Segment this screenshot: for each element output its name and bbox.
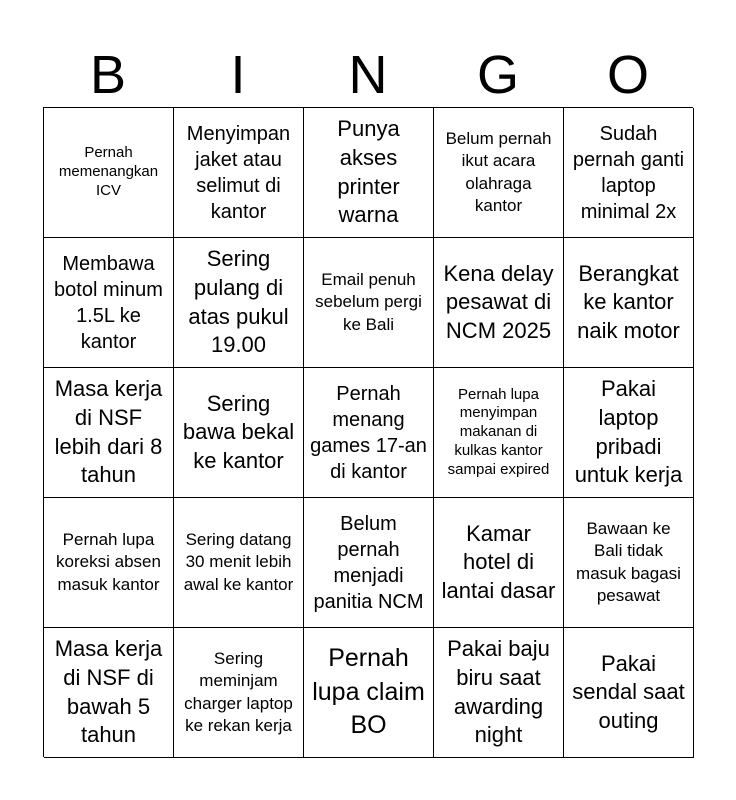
- bingo-cell[interactable]: Pernah lupa claim BO: [304, 628, 434, 758]
- bingo-cell[interactable]: Membawa botol minum 1.5L ke kantor: [44, 238, 174, 368]
- bingo-cell[interactable]: Sering meminjam charger laptop ke rekan kerja: [174, 628, 304, 758]
- header-letter-b: B: [89, 45, 127, 105]
- bingo-cell[interactable]: Kena delay pesawat di NCM 2025: [434, 238, 564, 368]
- header-letter-g: G: [476, 45, 519, 105]
- header-letter-i: I: [230, 45, 246, 105]
- bingo-cell[interactable]: Email penuh sebelum pergi ke Bali: [304, 238, 434, 368]
- bingo-cell[interactable]: Belum pernah menjadi panitia NCM: [304, 498, 434, 628]
- bingo-cell[interactable]: Pernah memenangkan ICV: [44, 108, 174, 238]
- bingo-cell[interactable]: Kamar hotel di lantai dasar: [434, 498, 564, 628]
- bingo-cell[interactable]: Sering bawa bekal ke kantor: [174, 368, 304, 498]
- bingo-cell[interactable]: Belum pernah ikut acara olahraga kantor: [434, 108, 564, 238]
- bingo-cell[interactable]: Pernah lupa menyimpan makanan di kulkas kantor sampai expired: [434, 368, 564, 498]
- bingo-cell[interactable]: Pakai baju biru saat awarding night: [434, 628, 564, 758]
- header-letter-o: O: [606, 45, 649, 105]
- bingo-cell[interactable]: Sudah pernah ganti laptop minimal 2x: [564, 108, 694, 238]
- header-letter-n: N: [348, 45, 388, 105]
- bingo-cell[interactable]: Sering datang 30 menit lebih awal ke kantor: [174, 498, 304, 628]
- bingo-cell[interactable]: Masa kerja di NSF di bawah 5 tahun: [44, 628, 174, 758]
- bingo-cell[interactable]: Punya akses printer warna: [304, 108, 434, 238]
- bingo-grid: [43, 107, 693, 757]
- bingo-header: [43, 44, 693, 106]
- bingo-cell[interactable]: Pakai laptop pribadi untuk kerja: [564, 368, 694, 498]
- bingo-cell[interactable]: Pernah menang games 17-an di kantor: [304, 368, 434, 498]
- bingo-cell[interactable]: Berangkat ke kantor naik motor: [564, 238, 694, 368]
- bingo-cell[interactable]: Pernah lupa koreksi absen masuk kantor: [44, 498, 174, 628]
- bingo-cell[interactable]: Pakai sendal saat outing: [564, 628, 694, 758]
- bingo-cell[interactable]: Sering pulang di atas pukul 19.00: [174, 238, 304, 368]
- bingo-cell[interactable]: Menyimpan jaket atau selimut di kantor: [174, 108, 304, 238]
- bingo-cell[interactable]: Bawaan ke Bali tidak masuk bagasi pesawat: [564, 498, 694, 628]
- bingo-cell[interactable]: Masa kerja di NSF lebih dari 8 tahun: [44, 368, 174, 498]
